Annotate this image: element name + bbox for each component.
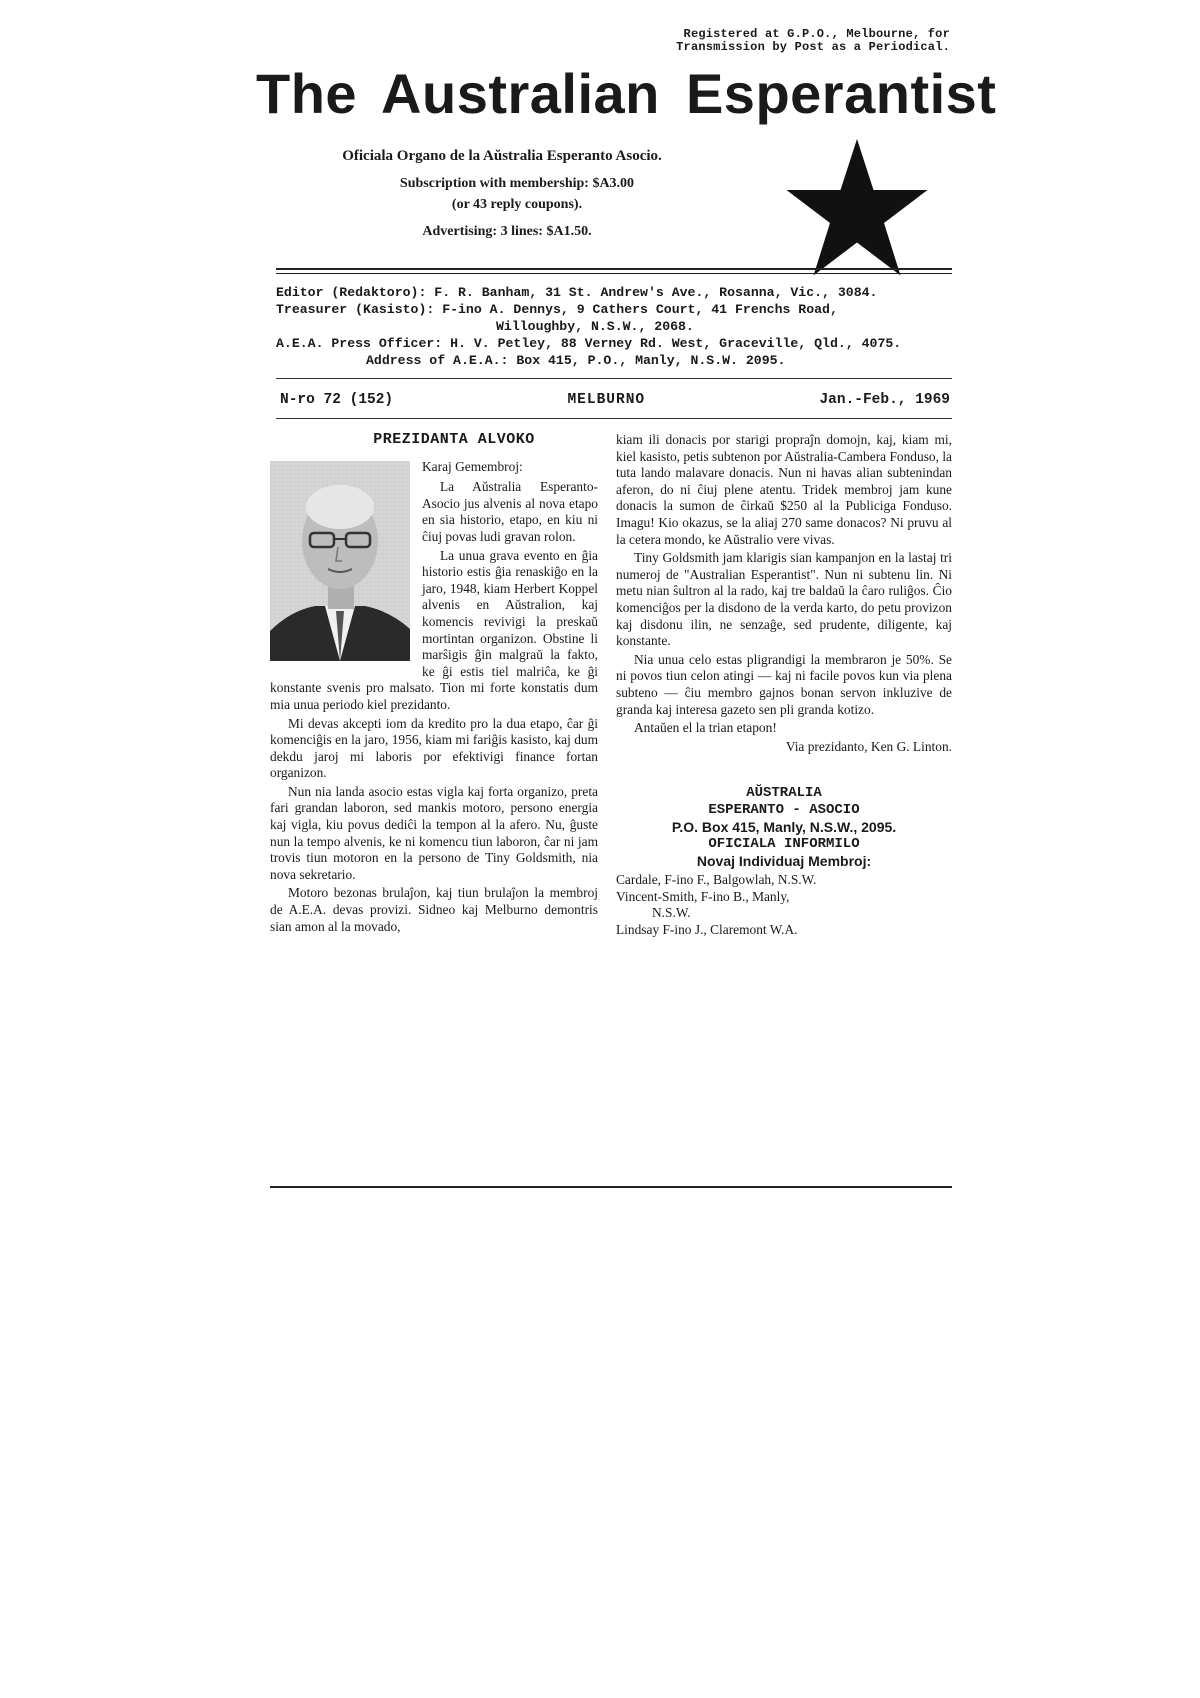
press-officer-line: A.E.A. Press Officer: H. V. Petley, 88 Verney Rd. West, Graceville, Qld., 4075.	[276, 336, 902, 351]
article-paragraph-2: La unua grava evento en ĝia historio estis ĝia renaskiĝo en la jaro, 1948, kiam Herbert Koppel alvenis en Aŭstralion, kaj komencis revivigi la preskaŭ mortintan organizon. Obstine li marŝigis ĝin malgraŭ la fakto, ke ĝi estis tiel malriĉa, ke ĝi konstante svenis pro malsato. Tion mi forte konstatis dum mia unua periodo kiel prezidanto.	[270, 547, 598, 712]
association-notice	[616, 785, 952, 870]
subscription-line: Subscription with membership: $A3.00	[399, 176, 635, 191]
registration-notice	[676, 28, 950, 54]
article-paragraph-1: La Aŭstralia Esperanto-Asocio jus alvenis al nova etapo en sia historio, etapo, en kiu ni ĉiuj povas ludi gravan rolon.	[422, 479, 598, 544]
issue-date: Jan.-Feb., 1969	[819, 392, 950, 408]
subscription-note: (or 43 reply coupons).	[451, 197, 583, 212]
article-paragraph-8: Nia unua celo estas pligrandigi la membraron je 50%. Se ni povos tiun celon atingi — kaj ni facile povos kun via plena subteno — ĉiu membro gajnos bonan servon inkluzive de granda kaj interesa gazeto sen pli granda kotizo.	[616, 651, 952, 717]
list-item: Lindsay F-ino J., Claremont W.A.	[616, 922, 798, 938]
contacts-block	[276, 284, 952, 369]
notice-line-1: AŬSTRALIA	[746, 785, 822, 802]
footer-divider	[270, 1186, 952, 1188]
article-paragraph-5: Motoro bezonas brulaĵon, kaj tiun brulaĵon la membroj de A.E.A. devas provizi. Sidneo kaj Melburno demontris sian amon al la movado,	[270, 885, 598, 934]
article-paragraph-3: Mi devas akcepti iom da kredito pro la dua etapo, ĉar ĝi komenciĝis en la jaro, 1956, kiam mi fariĝis kasisto, kaj dum dekdu jaroj mi laboris por efektivigi finance fortan organizon.	[270, 715, 598, 781]
masthead-title: The Australian Esperantist	[256, 62, 997, 125]
notice-line-2: ESPERANTO - ASOCIO	[708, 802, 860, 819]
contacts-divider	[276, 378, 952, 379]
issue-divider	[276, 418, 952, 419]
notice-subheading: Novaj Individuaj Membroj:	[696, 853, 872, 870]
list-item: N.S.W.	[652, 905, 691, 921]
list-item: Cardale, F-ino F., Balgowlah, N.S.W.	[616, 872, 817, 888]
header-info	[282, 146, 722, 242]
treasurer-line-cont: Willoughby, N.S.W., 2068.	[496, 319, 694, 334]
article-paragraph-4: Nun nia landa asocio estas vigla kaj forta organizo, preta fari grandan laboron, sed mankis motoro, persono energia kaj vigla, kiu povus dediĉi la tempon al la afero. Nu, ĝuste nun la tempo alvenis, ke ni komencu tiun laboron, ĉar ni jam trovis tiun motoron en la persono de Tiny Goldsmith, nia nova sekretario.	[270, 783, 598, 882]
article-paragraph-7: Tiny Goldsmith jam klarigis sian kampanjon en la lastaj tri numeroj de "Australian Esperantist". Nun ni subtenu lin. Ni metu nian ŝultron al la rado, kaj tre baldaŭ la ĉaro ruliĝos. Ĉio komenciĝos per la disdono de la verda karto, do petu provizon kaj disdonu ilin, ne senzaĝe, sed prudente, diligente, kaj konstante.	[616, 550, 952, 649]
issue-bar	[280, 392, 950, 408]
registration-line-2: Transmission by Post as a Periodical.	[676, 40, 950, 54]
registration-line-1: Registered at G.P.O., Melbourne, for	[683, 27, 950, 41]
list-item: Vincent-Smith, F-ino B., Manly,	[616, 888, 790, 904]
issue-number: N-ro 72 (152)	[280, 392, 394, 408]
editor-line: Editor (Redaktoro): F. R. Banham, 31 St. Andrew's Ave., Rosanna, Vic., 3084.	[276, 285, 878, 300]
notice-line-4: OFICIALA INFORMILO	[708, 836, 860, 853]
president-portrait	[270, 461, 410, 661]
article-signature: Via prezidanto, Ken G. Linton.	[785, 738, 952, 754]
article-paragraph-6: kiam ili donacis por starigi propraĵn domojn, kaj, kiam mi, kiel kasisto, petis subtenon por Aŭstralia-Cambera Fonduso, la tuta lando malavare donacis. Nun ni havas alian subtenindan aferon, do ni ĉiuj plene atentu. Tridek membroj jam kune donacis la sumon de ĉirkaŭ $250 al la Publiciga Fonduso. Imagu! Kio okazus, se la aliaj 270 same donacos? Ni pruvu al la cetera mondo, ke Aŭstralio vere vivas.	[616, 432, 952, 547]
official-organ-line: Oficiala Organo de la Aŭstralia Esperanto Asocio.	[342, 148, 662, 164]
advertising-line: Advertising: 3 lines: $A1.50.	[422, 224, 592, 239]
article-column-left	[270, 432, 598, 937]
issue-city: MELBURNO	[567, 392, 646, 408]
article-column-right	[616, 432, 952, 939]
association-address-line: Address of A.E.A.: Box 415, P.O., Manly, N.S.W. 2095.	[366, 353, 786, 368]
article-paragraph-9: Antaŭen el la trian etapon!	[634, 720, 777, 736]
article-heading: PREZIDANTA ALVOKO	[373, 431, 535, 448]
article-greeting: Karaj Gemembroj:	[422, 458, 523, 474]
notice-line-3: P.O. Box 415, Manly, N.S.W., 2095.	[671, 819, 897, 836]
new-members-list	[616, 872, 952, 938]
esperanto-star-icon	[782, 136, 932, 286]
newsletter-page	[256, 22, 997, 1190]
header-divider	[276, 268, 952, 274]
treasurer-line: Treasurer (Kasisto): F-ino A. Dennys, 9 Cathers Court, 41 Frenchs Road,	[276, 302, 838, 317]
